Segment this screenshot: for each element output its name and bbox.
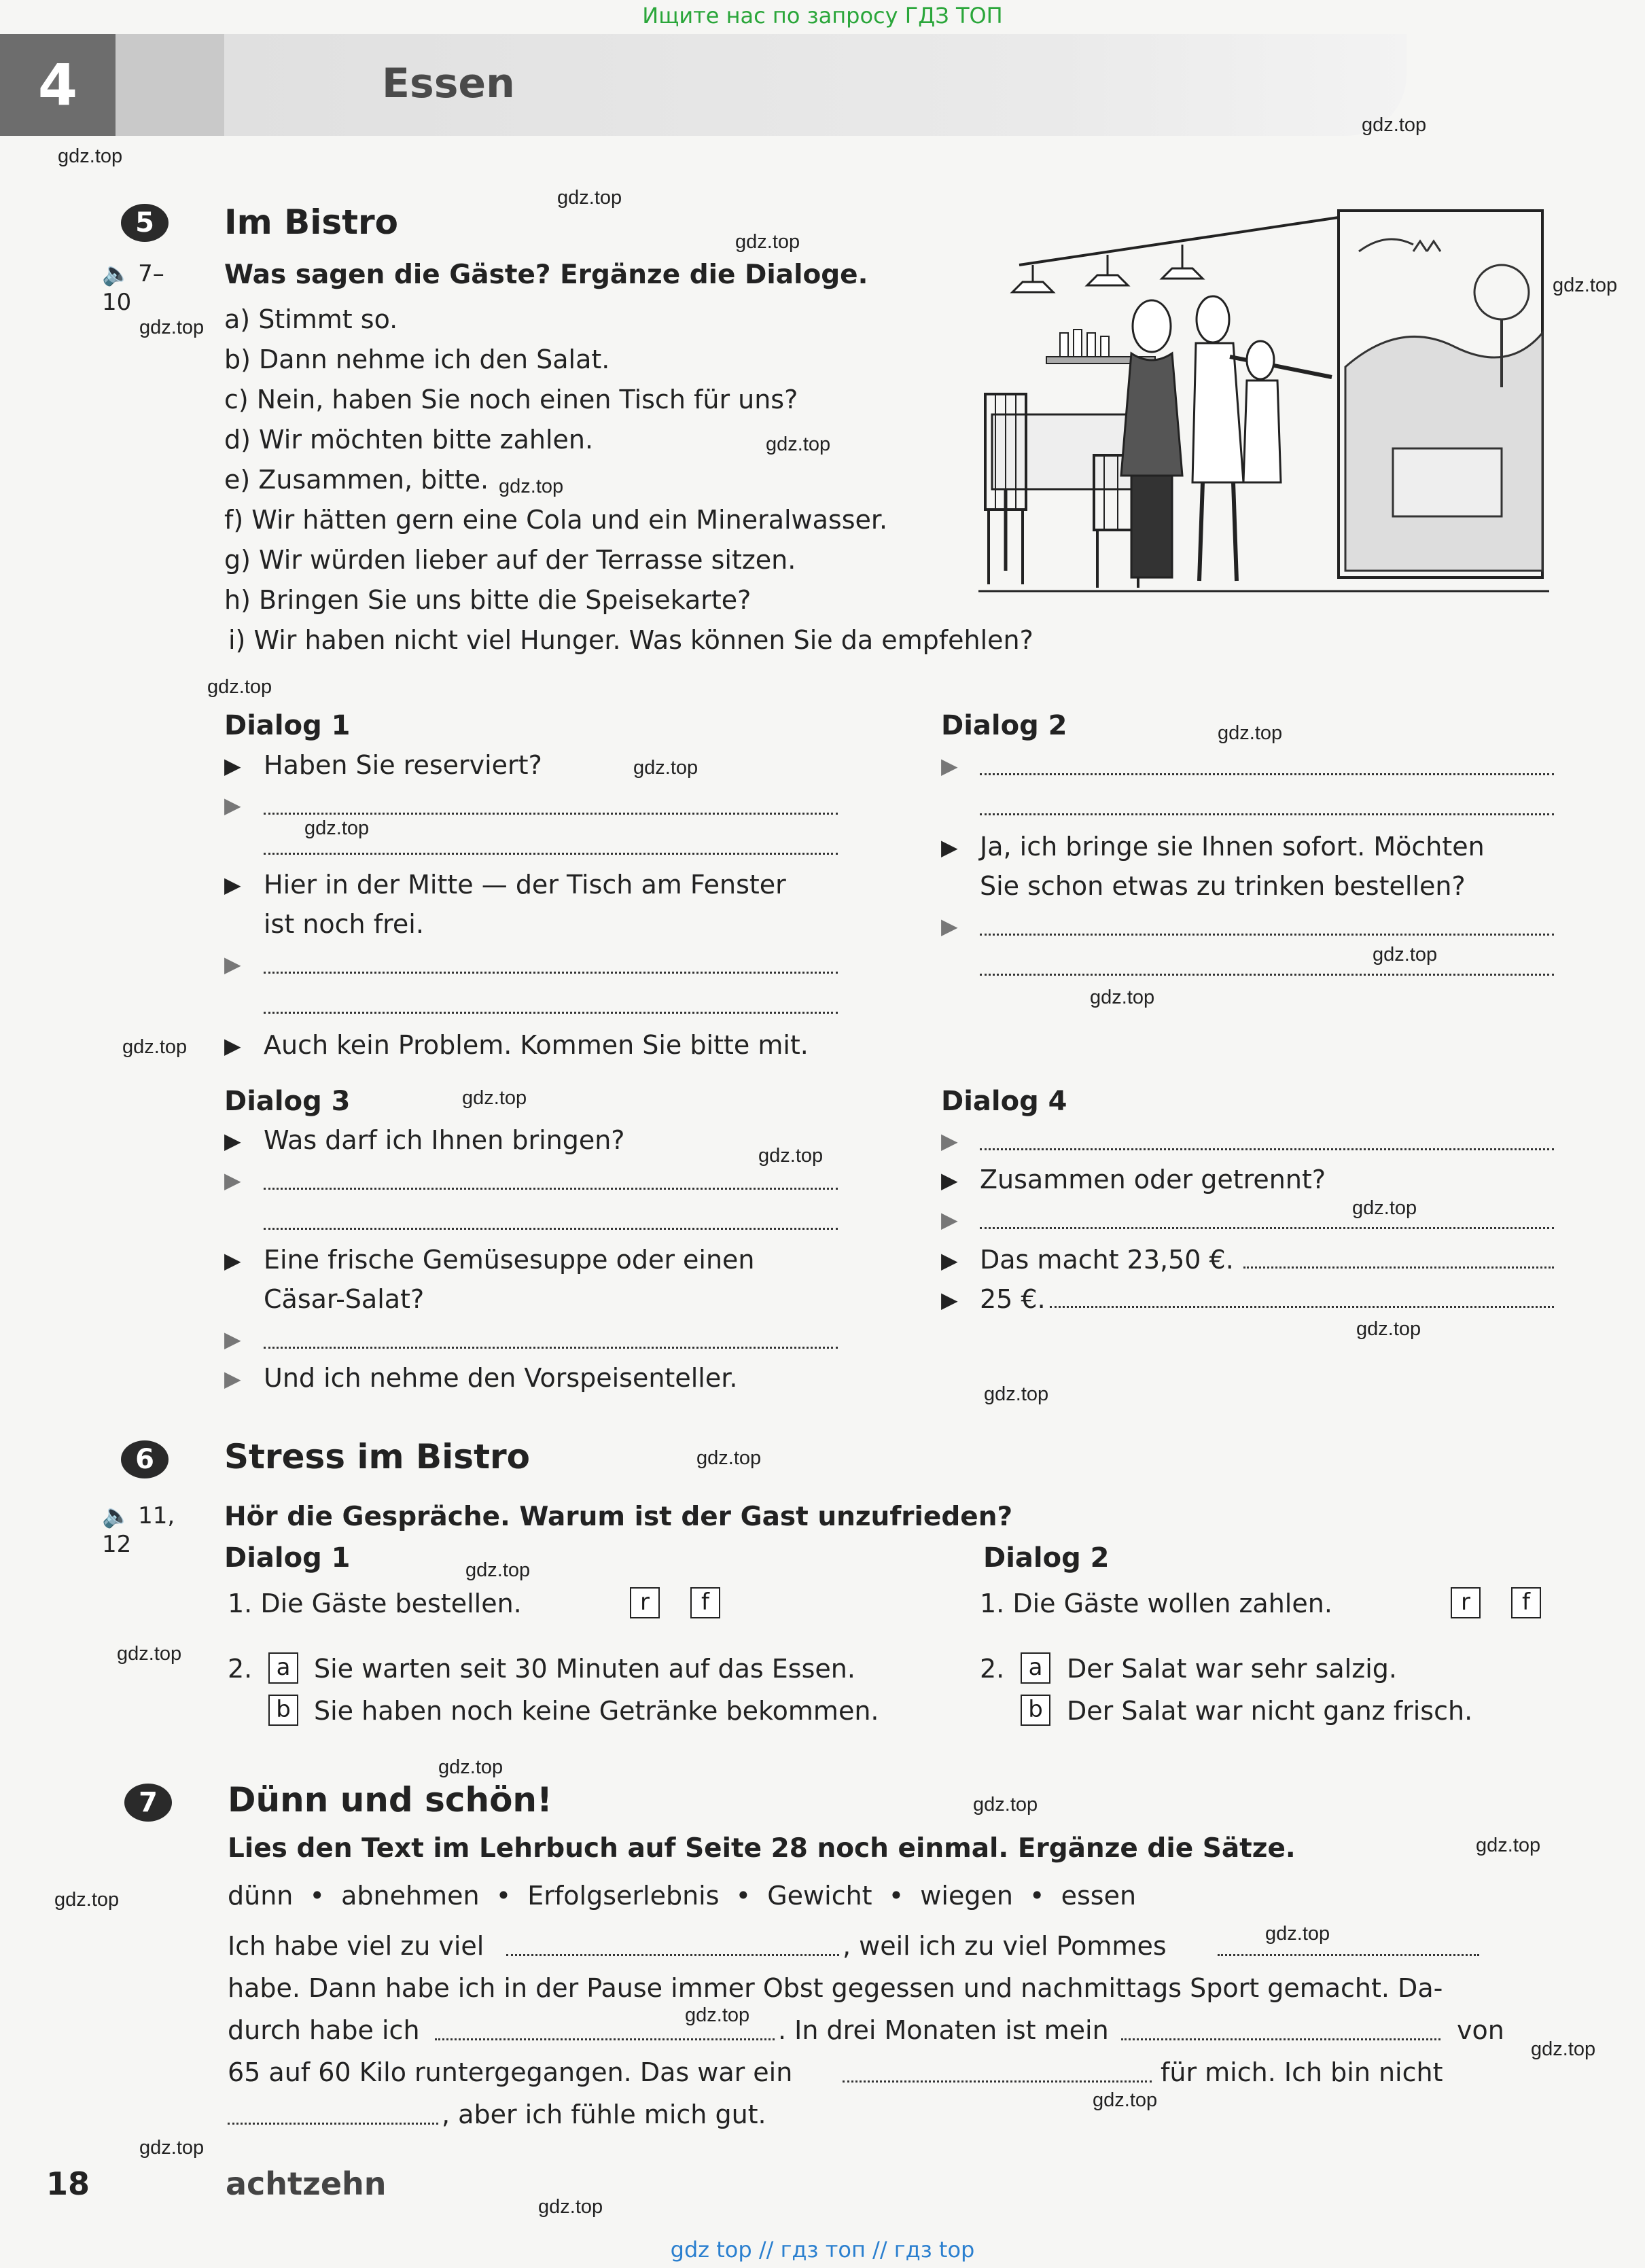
watermark: gdz.top — [1553, 274, 1618, 296]
watermark: gdz.top — [1362, 114, 1427, 136]
watermark: gdz.top — [633, 757, 698, 779]
chapter-number: 4 — [0, 34, 116, 136]
box-label: f — [690, 1587, 720, 1618]
arrow-icon: ▶ — [941, 1247, 958, 1273]
text-line: . In drei Monaten ist mein — [778, 2015, 1109, 2045]
dialog-line: Sie schon etwas zu trinken bestellen? — [980, 871, 1466, 901]
audio-track-label: 7– 10 — [102, 260, 164, 316]
answer-line[interactable] — [264, 1228, 838, 1230]
box-label: r — [630, 1587, 660, 1618]
text-line: , aber ich fühle mich gut. — [442, 2099, 766, 2129]
box-label: r — [1451, 1587, 1481, 1618]
answer-line[interactable] — [843, 2080, 1152, 2083]
answer-line[interactable] — [506, 1954, 839, 1956]
audio-track-label: 11, 12 — [102, 1502, 175, 1558]
watermark: gdz.top — [1476, 1835, 1541, 1856]
arrow-icon: ▶ — [224, 1247, 241, 1273]
question: 1. Die Gäste bestellen. — [228, 1589, 522, 1618]
watermark: gdz.top — [1090, 987, 1155, 1008]
watermark: gdz.top — [465, 1559, 531, 1581]
audio-track — [102, 1502, 175, 1559]
watermark: gdz.top — [1265, 1923, 1330, 1945]
arrow-icon: ▶ — [224, 951, 241, 977]
arrow-icon: ▶ — [941, 834, 958, 860]
phrase-item: i) Wir haben nicht viel Hunger. Was können Sie da empfehlen? — [228, 625, 1033, 655]
speaker-icon: 🔈 — [102, 1502, 131, 1529]
dialog-line: Auch kein Problem. Kommen Sie bitte mit. — [264, 1030, 809, 1060]
dialog-title: Dialog 2 — [941, 710, 1067, 741]
watermark: gdz.top — [1373, 944, 1438, 965]
answer-line[interactable] — [264, 1012, 838, 1014]
watermark: gdz.top — [139, 317, 205, 338]
dialog-line: Cäsar-Salat? — [264, 1284, 425, 1314]
dialog-line: Ja, ich bringe sie Ihnen sofort. Möchten — [980, 832, 1485, 862]
watermark: gdz.top — [557, 187, 622, 209]
answer-line[interactable] — [1243, 1266, 1554, 1269]
watermark: gdz.top — [122, 1036, 188, 1058]
answer-line[interactable] — [1218, 1954, 1479, 1956]
dialog-title: Dialog 4 — [941, 1086, 1067, 1117]
task-title: Im Bistro — [224, 202, 399, 242]
watermark: gdz.top — [1531, 2038, 1596, 2060]
dialog-line: Haben Sie reserviert? — [264, 750, 542, 780]
task-number-badge: 7 — [124, 1784, 172, 1822]
phrase-item: c) Nein, haben Sie noch einen Tisch für uns? — [224, 385, 798, 414]
text-line: für mich. Ich bin nicht — [1161, 2057, 1443, 2087]
option-text: Der Salat war nicht ganz frisch. — [1067, 1696, 1473, 1726]
dialog-title: Dialog 3 — [224, 1086, 351, 1117]
answer-line[interactable] — [264, 853, 838, 855]
phrase-item: e) Zusammen, bitte. — [224, 465, 489, 495]
text-line: durch habe ich — [228, 2015, 420, 2045]
watermark: gdz.top — [685, 2004, 750, 2026]
option-b-checkbox[interactable] — [268, 1695, 298, 1726]
task-instruction: Was sagen die Gäste? Ergänze die Dialoge. — [224, 260, 868, 290]
option-text: Der Salat war sehr salzig. — [1067, 1654, 1397, 1684]
text-line: habe. Dann habe ich in der Pause immer Obst gegessen und nachmittags Sport gemacht. Da- — [228, 1973, 1443, 2003]
watermark: gdz.top — [696, 1447, 762, 1469]
arrow-icon: ▶ — [941, 1207, 958, 1233]
dialog-title: Dialog 2 — [983, 1542, 1110, 1574]
task-instruction: Hör die Gespräche. Warum ist der Gast unzufrieden? — [224, 1502, 1013, 1532]
watermark: gdz.top — [58, 145, 123, 167]
watermark: gdz.top — [1352, 1197, 1417, 1219]
arrow-icon: ▶ — [941, 1167, 958, 1193]
task-number-badge: 5 — [121, 204, 169, 242]
watermark: gdz.top — [758, 1145, 824, 1167]
watermark: gdz.top — [139, 2137, 205, 2159]
task-number-badge: 6 — [121, 1440, 169, 1478]
option-a-checkbox[interactable] — [1021, 1652, 1050, 1684]
box-label: a — [1021, 1652, 1050, 1684]
box-label: b — [268, 1695, 298, 1726]
dialog-line: ist noch frei. — [264, 909, 424, 939]
question: 1. Die Gäste wollen zahlen. — [980, 1589, 1332, 1618]
watermark: gdz.top — [538, 2196, 603, 2218]
arrow-icon: ▶ — [941, 1128, 958, 1154]
option-b-checkbox[interactable] — [1021, 1695, 1050, 1726]
checkbox-f[interactable] — [1511, 1587, 1541, 1618]
answer-line[interactable] — [1121, 2038, 1440, 2040]
task-title: Stress im Bistro — [224, 1437, 530, 1476]
dialog-line: Zusammen oder getrennt? — [980, 1165, 1326, 1194]
phrase-item: f) Wir hätten gern eine Cola und ein Mineralwasser. — [224, 505, 888, 535]
checkbox-r[interactable] — [630, 1587, 660, 1618]
answer-line[interactable] — [980, 974, 1554, 976]
phrase-item: g) Wir würden lieber auf der Terrasse sitzen. — [224, 545, 796, 575]
watermark: gdz.top — [973, 1794, 1038, 1815]
dialog-line: 25 €. — [980, 1284, 1046, 1314]
watermark: gdz.top — [735, 231, 800, 253]
dialog-title: Dialog 1 — [224, 1542, 351, 1574]
option-text: Sie haben noch keine Getränke bekommen. — [314, 1696, 879, 1726]
answer-line[interactable] — [264, 1347, 838, 1349]
task-instruction: Lies den Text im Lehrbuch auf Seite 28 noch einmal. Ergänze die Sätze. — [228, 1833, 1296, 1864]
watermark: gdz.top — [1356, 1318, 1421, 1340]
watermark: gdz.top — [117, 1643, 182, 1665]
phrase-item: h) Bringen Sie uns bitte die Speisekarte? — [224, 585, 751, 615]
dialog-line: Was darf ich Ihnen bringen? — [264, 1125, 625, 1155]
dialog-line: Und ich nehme den Vorspeisenteller. — [264, 1363, 738, 1393]
answer-line[interactable] — [980, 813, 1554, 815]
checkbox-f[interactable] — [690, 1587, 720, 1618]
watermark: gdz.top — [462, 1087, 527, 1109]
watermark: gdz.top — [304, 817, 370, 839]
phrase-item: a) Stimmt so. — [224, 304, 398, 334]
answer-line[interactable] — [980, 934, 1554, 936]
question-number: 2. — [980, 1654, 1005, 1684]
answer-line[interactable] — [264, 813, 838, 815]
option-text: Sie warten seit 30 Minuten auf das Essen. — [314, 1654, 855, 1684]
answer-line[interactable] — [228, 2123, 438, 2125]
watermark: gdz.top — [984, 1383, 1049, 1405]
word-bank: dünn • abnehmen • Erfolgserlebnis • Gewicht • wiegen • essen — [228, 1881, 1137, 1911]
watermark: gdz.top — [1218, 722, 1283, 744]
arrow-icon: ▶ — [224, 1326, 241, 1352]
task-title: Dünn und schön! — [228, 1780, 552, 1820]
arrow-icon: ▶ — [224, 872, 241, 898]
bistro-illustration — [978, 190, 1549, 595]
answer-line[interactable] — [435, 2038, 775, 2040]
watermark: gdz.top — [766, 433, 831, 455]
answer-line[interactable] — [1050, 1306, 1554, 1308]
chapter-bar-light — [116, 34, 224, 136]
arrow-icon: ▶ — [224, 1033, 241, 1059]
question-number: 2. — [228, 1654, 253, 1684]
text-line: 65 auf 60 Kilo runtergegangen. Das war ein — [228, 2057, 793, 2087]
box-label: a — [268, 1652, 298, 1684]
text-line: von — [1457, 2015, 1504, 2045]
speaker-icon: 🔈 — [102, 260, 131, 287]
phrase-item: d) Wir möchten bitte zahlen. — [224, 425, 594, 455]
page-number: 18 — [46, 2165, 90, 2202]
arrow-icon: ▶ — [941, 913, 958, 939]
box-label: f — [1511, 1587, 1541, 1618]
bottom-banner: gdz top // гдз топ // гдз top — [670, 2237, 975, 2263]
arrow-icon: ▶ — [224, 1167, 241, 1193]
watermark: gdz.top — [438, 1756, 503, 1778]
page-word: achtzehn — [226, 2165, 387, 2202]
dialog-line: Eine frische Gemüsesuppe oder einen — [264, 1245, 755, 1275]
arrow-icon: ▶ — [941, 1287, 958, 1313]
dialog-title: Dialog 1 — [224, 710, 351, 741]
answer-line[interactable] — [980, 1227, 1554, 1229]
option-a-checkbox[interactable] — [268, 1652, 298, 1684]
dialog-line: Das macht 23,50 €. — [980, 1245, 1234, 1275]
box-label: b — [1021, 1695, 1050, 1726]
dialog-line: Hier in der Mitte — der Tisch am Fenster — [264, 870, 786, 900]
watermark: gdz.top — [207, 676, 272, 698]
answer-line[interactable] — [980, 1148, 1554, 1150]
text-line: , weil ich zu viel Pommes — [843, 1931, 1167, 1961]
answer-line[interactable] — [264, 1188, 838, 1190]
watermark: gdz.top — [54, 1889, 120, 1911]
audio-track — [102, 260, 164, 317]
arrow-icon: ▶ — [224, 792, 241, 818]
answer-line[interactable] — [264, 972, 838, 974]
watermark: gdz.top — [499, 476, 564, 497]
arrow-icon: ▶ — [224, 1128, 241, 1154]
top-banner: Ищите нас по запросу ГДЗ ТОП — [642, 3, 1003, 29]
watermark: gdz.top — [1093, 2089, 1158, 2111]
arrow-icon: ▶ — [941, 753, 958, 779]
arrow-icon: ▶ — [224, 1366, 241, 1392]
answer-line[interactable] — [980, 773, 1554, 775]
chapter-title: Essen — [382, 60, 515, 107]
text-line: Ich habe viel zu viel — [228, 1931, 484, 1961]
phrase-item: b) Dann nehme ich den Salat. — [224, 344, 610, 374]
checkbox-r[interactable] — [1451, 1587, 1481, 1618]
arrow-icon: ▶ — [224, 753, 241, 779]
